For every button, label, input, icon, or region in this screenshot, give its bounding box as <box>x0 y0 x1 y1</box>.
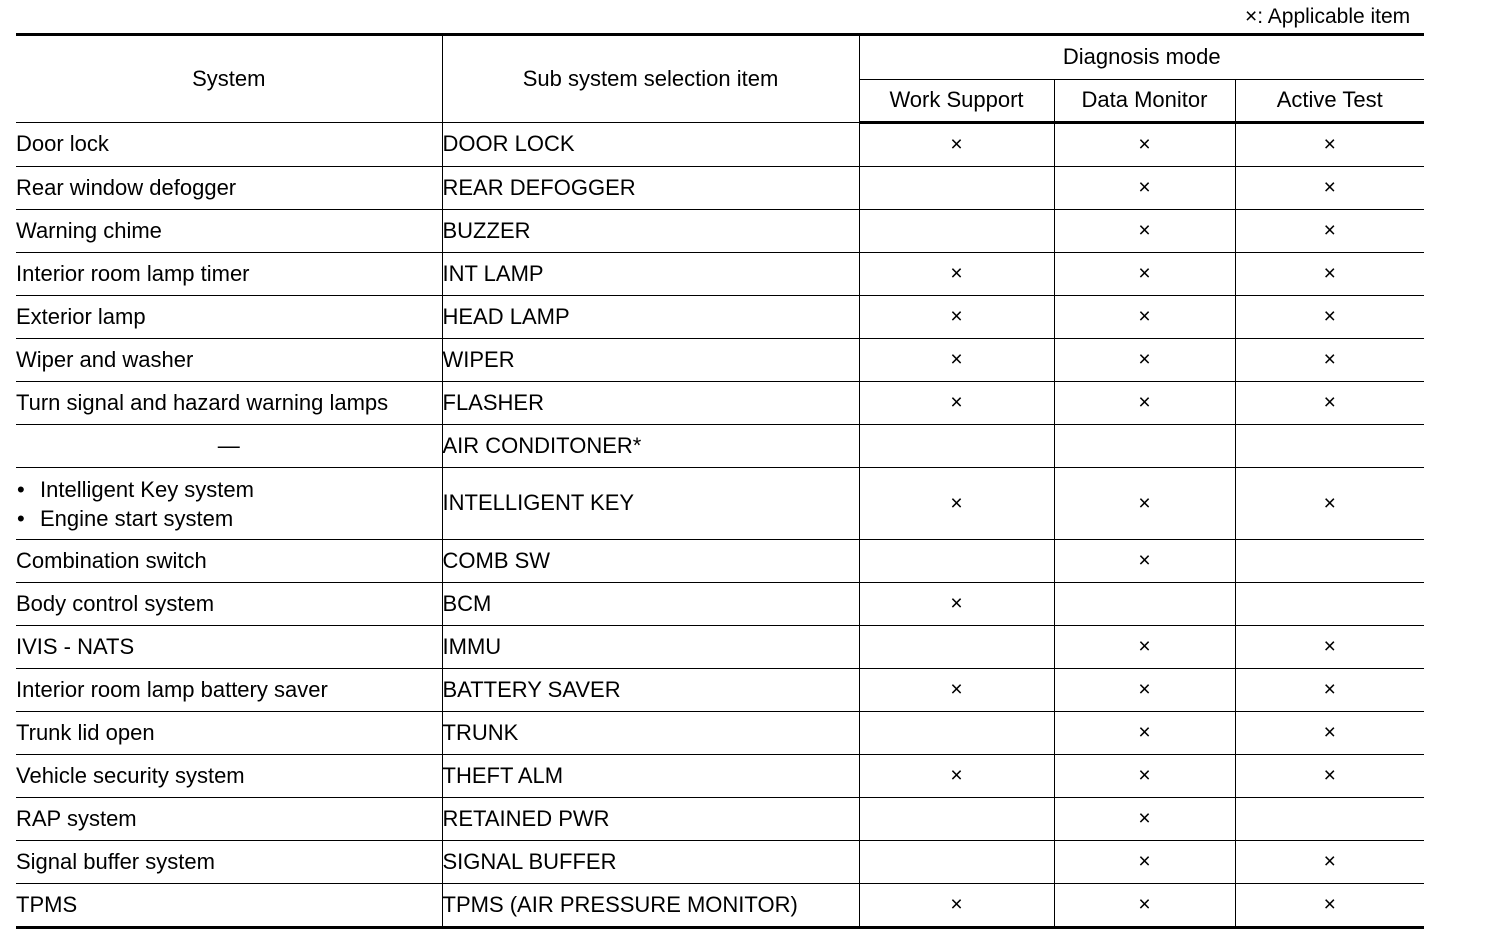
table-row <box>16 253 1424 296</box>
table-row <box>16 210 1424 253</box>
diagnosis-mode-table <box>16 33 1424 929</box>
work-support-cell <box>859 425 1054 468</box>
data-monitor-cell: × <box>1054 210 1235 253</box>
active-test-cell <box>1235 583 1424 626</box>
diagnosis-mode-header: Diagnosis mode <box>859 35 1424 80</box>
sub-system-cell: BATTERY SAVER <box>442 669 859 712</box>
table-row <box>16 540 1424 583</box>
table-row <box>16 167 1424 210</box>
work-support-cell <box>859 167 1054 210</box>
table-row <box>16 425 1424 468</box>
table-row <box>16 468 1424 540</box>
active-test-cell: × <box>1235 712 1424 755</box>
system-cell: Interior room lamp timer <box>16 253 442 296</box>
system-cell: Wiper and washer <box>16 339 442 382</box>
system-cell: Turn signal and hazard warning lamps <box>16 382 442 425</box>
data-monitor-cell <box>1054 425 1235 468</box>
system-bullet-list <box>16 475 442 533</box>
system-cell: TPMS <box>16 884 442 928</box>
table-row <box>16 123 1424 167</box>
data-monitor-cell: × <box>1054 382 1235 425</box>
data-monitor-cell <box>1054 583 1235 626</box>
data-monitor-cell: × <box>1054 296 1235 339</box>
active-test-cell <box>1235 425 1424 468</box>
active-test-cell: × <box>1235 884 1424 928</box>
data-monitor-cell: × <box>1054 468 1235 540</box>
table-row <box>16 712 1424 755</box>
table-row <box>16 382 1424 425</box>
work-support-cell <box>859 540 1054 583</box>
system-cell: Vehicle security system <box>16 755 442 798</box>
table-row <box>16 798 1424 841</box>
system-cell: Exterior lamp <box>16 296 442 339</box>
system-cell: Trunk lid open <box>16 712 442 755</box>
system-cell: — <box>16 425 442 468</box>
work-support-cell: × <box>859 253 1054 296</box>
system-cell: Body control system <box>16 583 442 626</box>
work-support-cell: × <box>859 339 1054 382</box>
data-monitor-cell: × <box>1054 798 1235 841</box>
sub-system-cell: DOOR LOCK <box>442 123 859 167</box>
table-row <box>16 669 1424 712</box>
active-test-cell: × <box>1235 841 1424 884</box>
table-row <box>16 884 1424 928</box>
sub-system-cell: SIGNAL BUFFER <box>442 841 859 884</box>
active-test-cell: × <box>1235 755 1424 798</box>
table-row <box>16 296 1424 339</box>
table-row <box>16 583 1424 626</box>
table-row <box>16 339 1424 382</box>
work-support-cell: × <box>859 468 1054 540</box>
data-monitor-cell: × <box>1054 123 1235 167</box>
sub-system-cell: THEFT ALM <box>442 755 859 798</box>
system-bullet-item: • Intelligent Key system <box>16 475 442 504</box>
sub-system-cell: COMB SW <box>442 540 859 583</box>
active-test-cell: × <box>1235 210 1424 253</box>
active-test-cell <box>1235 798 1424 841</box>
system-column-header: System <box>16 35 442 123</box>
data-monitor-cell: × <box>1054 755 1235 798</box>
work-support-cell <box>859 210 1054 253</box>
system-cell: IVIS - NATS <box>16 626 442 669</box>
system-cell <box>16 468 442 540</box>
system-cell: Rear window defogger <box>16 167 442 210</box>
active-test-cell: × <box>1235 296 1424 339</box>
system-cell: Door lock <box>16 123 442 167</box>
sub-system-cell: BCM <box>442 583 859 626</box>
data-monitor-cell: × <box>1054 841 1235 884</box>
work-support-cell: × <box>859 382 1054 425</box>
work-support-cell <box>859 798 1054 841</box>
active-test-cell <box>1235 540 1424 583</box>
active-test-cell: × <box>1235 669 1424 712</box>
sub-system-column-header: Sub system selection item <box>442 35 859 123</box>
sub-system-cell: TPMS (AIR PRESSURE MONITOR) <box>442 884 859 928</box>
data-monitor-cell: × <box>1054 712 1235 755</box>
active-test-cell: × <box>1235 339 1424 382</box>
data-monitor-cell: × <box>1054 167 1235 210</box>
active-test-cell: × <box>1235 123 1424 167</box>
sub-system-cell: TRUNK <box>442 712 859 755</box>
data-monitor-column-header: Data Monitor <box>1054 79 1235 123</box>
sub-system-cell: BUZZER <box>442 210 859 253</box>
sub-system-cell: WIPER <box>442 339 859 382</box>
system-cell: Combination switch <box>16 540 442 583</box>
sub-system-cell: HEAD LAMP <box>442 296 859 339</box>
work-support-column-header: Work Support <box>859 79 1054 123</box>
system-cell: Interior room lamp battery saver <box>16 669 442 712</box>
applicable-item-legend: ×: Applicable item <box>1245 5 1411 28</box>
data-monitor-cell: × <box>1054 884 1235 928</box>
work-support-cell <box>859 841 1054 884</box>
data-monitor-cell: × <box>1054 540 1235 583</box>
system-cell: RAP system <box>16 798 442 841</box>
table-row <box>16 626 1424 669</box>
system-cell: Signal buffer system <box>16 841 442 884</box>
work-support-cell <box>859 712 1054 755</box>
active-test-cell: × <box>1235 253 1424 296</box>
active-test-cell: × <box>1235 382 1424 425</box>
sub-system-cell: REAR DEFOGGER <box>442 167 859 210</box>
data-monitor-cell: × <box>1054 339 1235 382</box>
work-support-cell: × <box>859 884 1054 928</box>
sub-system-cell: IMMU <box>442 626 859 669</box>
active-test-cell: × <box>1235 167 1424 210</box>
work-support-cell: × <box>859 755 1054 798</box>
system-bullet-item: • Engine start system <box>16 504 442 533</box>
data-monitor-cell: × <box>1054 669 1235 712</box>
work-support-cell: × <box>859 669 1054 712</box>
active-test-cell: × <box>1235 468 1424 540</box>
sub-system-cell: INTELLIGENT KEY <box>442 468 859 540</box>
table-row <box>16 755 1424 798</box>
data-monitor-cell: × <box>1054 253 1235 296</box>
work-support-cell: × <box>859 123 1054 167</box>
work-support-cell: × <box>859 583 1054 626</box>
sub-system-cell: INT LAMP <box>442 253 859 296</box>
work-support-cell: × <box>859 296 1054 339</box>
sub-system-cell: AIR CONDITONER* <box>442 425 859 468</box>
sub-system-cell: RETAINED PWR <box>442 798 859 841</box>
active-test-cell: × <box>1235 626 1424 669</box>
sub-system-cell: FLASHER <box>442 382 859 425</box>
active-test-column-header: Active Test <box>1235 79 1424 123</box>
data-monitor-cell: × <box>1054 626 1235 669</box>
work-support-cell <box>859 626 1054 669</box>
table-row <box>16 841 1424 884</box>
system-cell: Warning chime <box>16 210 442 253</box>
